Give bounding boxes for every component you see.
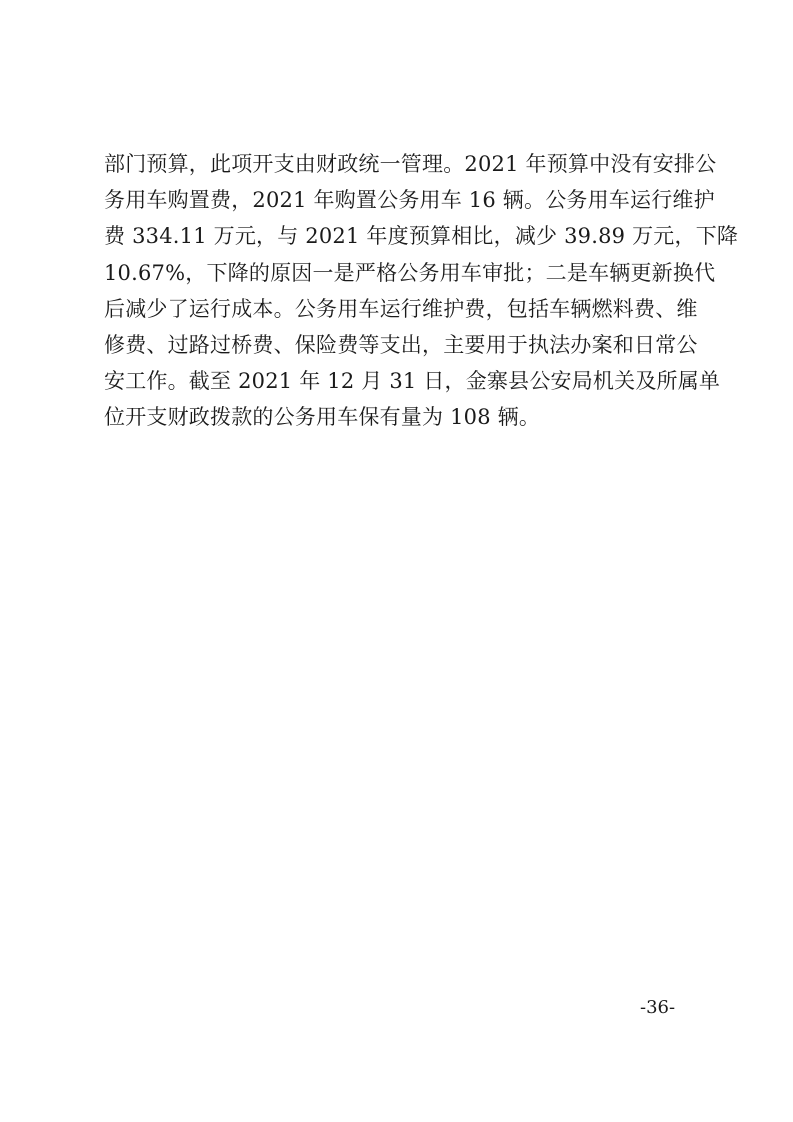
page-number: -36-: [640, 997, 676, 1018]
paragraph-line-4: 10.67%，下降的原因一是严格公务用车审批；二是车辆更新换代: [104, 260, 716, 285]
paragraph-line-1: 部门预算，此项开支由财政统一管理。2021 年预算中没有安排公: [104, 152, 717, 176]
paragraph-line-3: 费 334.11 万元，与 2021 年度预算相比，减少 39.89 万元，下降: [104, 224, 739, 249]
paragraph-line-6: 修费、过路过桥费、保险费等支出，主要用于执法办案和日常公: [104, 332, 698, 357]
paragraph-line-5: 后减少了运行成本。公务用车运行维护费，包括车辆燃料费、维: [104, 296, 698, 321]
body-paragraph: [104, 146, 739, 436]
paragraph-line-2: 务用车购置费，2021 年购置公务用车 16 辆。公务用车运行维护: [104, 188, 715, 213]
paragraph-line-7: 安工作。截至 2021 年 12 月 31 日，金寨县公安局机关及所属单: [104, 369, 721, 394]
paragraph-line-8: 位开支财政拨款的公务用车保有量为 108 辆。: [104, 405, 541, 430]
